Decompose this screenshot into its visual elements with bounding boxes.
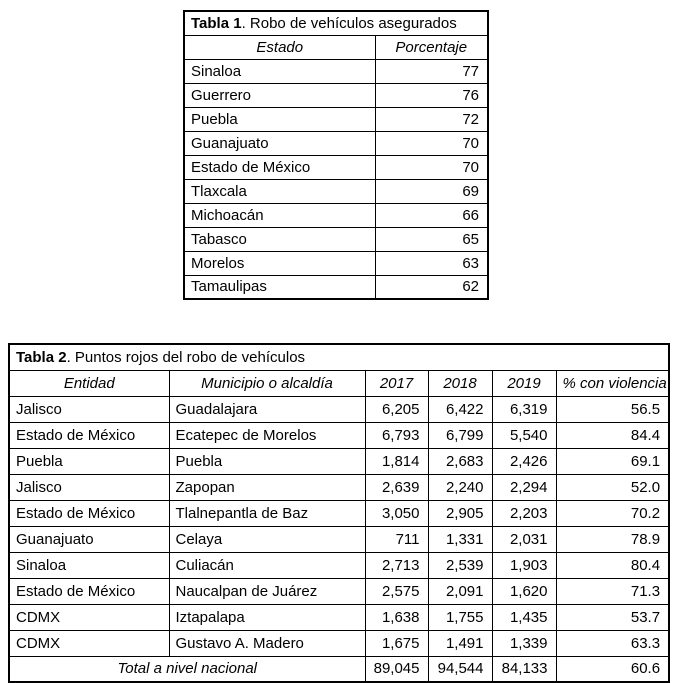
table-row — [9, 604, 669, 630]
entidad-cell: Estado de México — [9, 500, 169, 526]
estado-cell: Tabasco — [184, 227, 375, 251]
table-row — [9, 474, 669, 500]
total-2019-cell: 84,133 — [492, 656, 556, 682]
table-row — [184, 227, 488, 251]
year-2018-cell: 2,539 — [428, 552, 492, 578]
entidad-cell: Jalisco — [9, 396, 169, 422]
entidad-cell: Estado de México — [9, 422, 169, 448]
porcentaje-cell: 77 — [375, 59, 488, 83]
table2-header-2019: 2019 — [492, 370, 556, 396]
table-row — [9, 396, 669, 422]
table1-title — [184, 11, 488, 35]
table1-body — [184, 59, 488, 299]
year-2018-cell: 6,799 — [428, 422, 492, 448]
year-2019-cell: 1,339 — [492, 630, 556, 656]
violencia-cell: 63.3 — [556, 630, 669, 656]
estado-cell: Sinaloa — [184, 59, 375, 83]
table2-header-entidad: Entidad — [9, 370, 169, 396]
porcentaje-cell: 70 — [375, 131, 488, 155]
table-row — [184, 131, 488, 155]
entidad-cell: Estado de México — [9, 578, 169, 604]
table2-header-2018: 2018 — [428, 370, 492, 396]
year-2018-cell: 1,491 — [428, 630, 492, 656]
year-2017-cell: 1,675 — [365, 630, 428, 656]
violencia-cell: 78.9 — [556, 526, 669, 552]
year-2019-cell: 2,294 — [492, 474, 556, 500]
municipio-cell: Naucalpan de Juárez — [169, 578, 365, 604]
year-2017-cell: 6,793 — [365, 422, 428, 448]
table1-title-rest: . Robo de vehículos asegurados — [241, 14, 457, 32]
table2-header-violencia: % con violencia — [556, 370, 669, 396]
table1-title-row — [184, 11, 488, 35]
table2-header-2017: 2017 — [365, 370, 428, 396]
violencia-cell: 53.7 — [556, 604, 669, 630]
table-row — [9, 552, 669, 578]
table-row — [184, 155, 488, 179]
total-violencia-cell: 60.6 — [556, 656, 669, 682]
year-2019-cell: 1,435 — [492, 604, 556, 630]
table-row — [184, 275, 488, 299]
year-2017-cell: 3,050 — [365, 500, 428, 526]
violencia-cell: 84.4 — [556, 422, 669, 448]
estado-cell: Morelos — [184, 251, 375, 275]
municipio-cell: Guadalajara — [169, 396, 365, 422]
porcentaje-cell: 62 — [375, 275, 488, 299]
table2-header-row — [9, 370, 669, 396]
table-row — [9, 448, 669, 474]
year-2019-cell: 1,903 — [492, 552, 556, 578]
municipio-cell: Tlalnepantla de Baz — [169, 500, 365, 526]
year-2018-cell: 2,905 — [428, 500, 492, 526]
table1-header-row — [184, 35, 488, 59]
table2-title-rest: . Puntos rojos del robo de vehículos — [66, 348, 306, 366]
table2-header-municipio: Municipio o alcaldía — [169, 370, 365, 396]
municipio-cell: Ecatepec de Morelos — [169, 422, 365, 448]
table1-header-porcentaje: Porcentaje — [375, 35, 488, 59]
total-label-cell: Total a nivel nacional — [9, 656, 365, 682]
total-2017-cell: 89,045 — [365, 656, 428, 682]
porcentaje-cell: 69 — [375, 179, 488, 203]
table2-puntos-rojos-robo-vehiculos — [8, 343, 670, 683]
estado-cell: Michoacán — [184, 203, 375, 227]
table-row — [9, 630, 669, 656]
porcentaje-cell: 72 — [375, 107, 488, 131]
entidad-cell: Jalisco — [9, 474, 169, 500]
table2-title-bold: Tabla 2 — [16, 348, 67, 366]
table1-title-bold: Tabla 1 — [191, 14, 242, 32]
estado-cell: Tlaxcala — [184, 179, 375, 203]
entidad-cell: Puebla — [9, 448, 169, 474]
table-row — [184, 203, 488, 227]
year-2019-cell: 6,319 — [492, 396, 556, 422]
year-2019-cell: 5,540 — [492, 422, 556, 448]
year-2017-cell: 2,639 — [365, 474, 428, 500]
porcentaje-cell: 76 — [375, 83, 488, 107]
table-row — [184, 59, 488, 83]
entidad-cell: CDMX — [9, 630, 169, 656]
municipio-cell: Culiacán — [169, 552, 365, 578]
entidad-cell: CDMX — [9, 604, 169, 630]
municipio-cell: Iztapalapa — [169, 604, 365, 630]
violencia-cell: 80.4 — [556, 552, 669, 578]
table-row — [9, 526, 669, 552]
year-2019-cell: 2,426 — [492, 448, 556, 474]
year-2018-cell: 2,091 — [428, 578, 492, 604]
table-row — [184, 179, 488, 203]
year-2018-cell: 6,422 — [428, 396, 492, 422]
year-2017-cell: 2,713 — [365, 552, 428, 578]
violencia-cell: 56.5 — [556, 396, 669, 422]
entidad-cell: Sinaloa — [9, 552, 169, 578]
table2-title-row — [9, 344, 669, 370]
table2-body — [9, 396, 669, 656]
year-2019-cell: 2,203 — [492, 500, 556, 526]
year-2019-cell: 2,031 — [492, 526, 556, 552]
total-2018-cell: 94,544 — [428, 656, 492, 682]
table1-header-estado: Estado — [184, 35, 375, 59]
municipio-cell: Celaya — [169, 526, 365, 552]
entidad-cell: Guanajuato — [9, 526, 169, 552]
year-2018-cell: 2,240 — [428, 474, 492, 500]
violencia-cell: 71.3 — [556, 578, 669, 604]
municipio-cell: Puebla — [169, 448, 365, 474]
violencia-cell: 52.0 — [556, 474, 669, 500]
year-2017-cell: 2,575 — [365, 578, 428, 604]
municipio-cell: Zapopan — [169, 474, 365, 500]
porcentaje-cell: 66 — [375, 203, 488, 227]
table2-total-row — [9, 656, 669, 682]
estado-cell: Puebla — [184, 107, 375, 131]
table1-robo-vehiculos-asegurados — [183, 10, 489, 300]
year-2018-cell: 1,331 — [428, 526, 492, 552]
year-2017-cell: 1,814 — [365, 448, 428, 474]
year-2018-cell: 1,755 — [428, 604, 492, 630]
porcentaje-cell: 70 — [375, 155, 488, 179]
table-row — [184, 251, 488, 275]
table-row — [184, 83, 488, 107]
violencia-cell: 69.1 — [556, 448, 669, 474]
table-row — [9, 578, 669, 604]
porcentaje-cell: 63 — [375, 251, 488, 275]
estado-cell: Estado de México — [184, 155, 375, 179]
table-row — [9, 422, 669, 448]
estado-cell: Guerrero — [184, 83, 375, 107]
year-2018-cell: 2,683 — [428, 448, 492, 474]
municipio-cell: Gustavo A. Madero — [169, 630, 365, 656]
table2-title — [9, 344, 669, 370]
table-row — [9, 500, 669, 526]
violencia-cell: 70.2 — [556, 500, 669, 526]
year-2019-cell: 1,620 — [492, 578, 556, 604]
table-row — [184, 107, 488, 131]
porcentaje-cell: 65 — [375, 227, 488, 251]
estado-cell: Tamaulipas — [184, 275, 375, 299]
year-2017-cell: 711 — [365, 526, 428, 552]
estado-cell: Guanajuato — [184, 131, 375, 155]
year-2017-cell: 1,638 — [365, 604, 428, 630]
year-2017-cell: 6,205 — [365, 396, 428, 422]
